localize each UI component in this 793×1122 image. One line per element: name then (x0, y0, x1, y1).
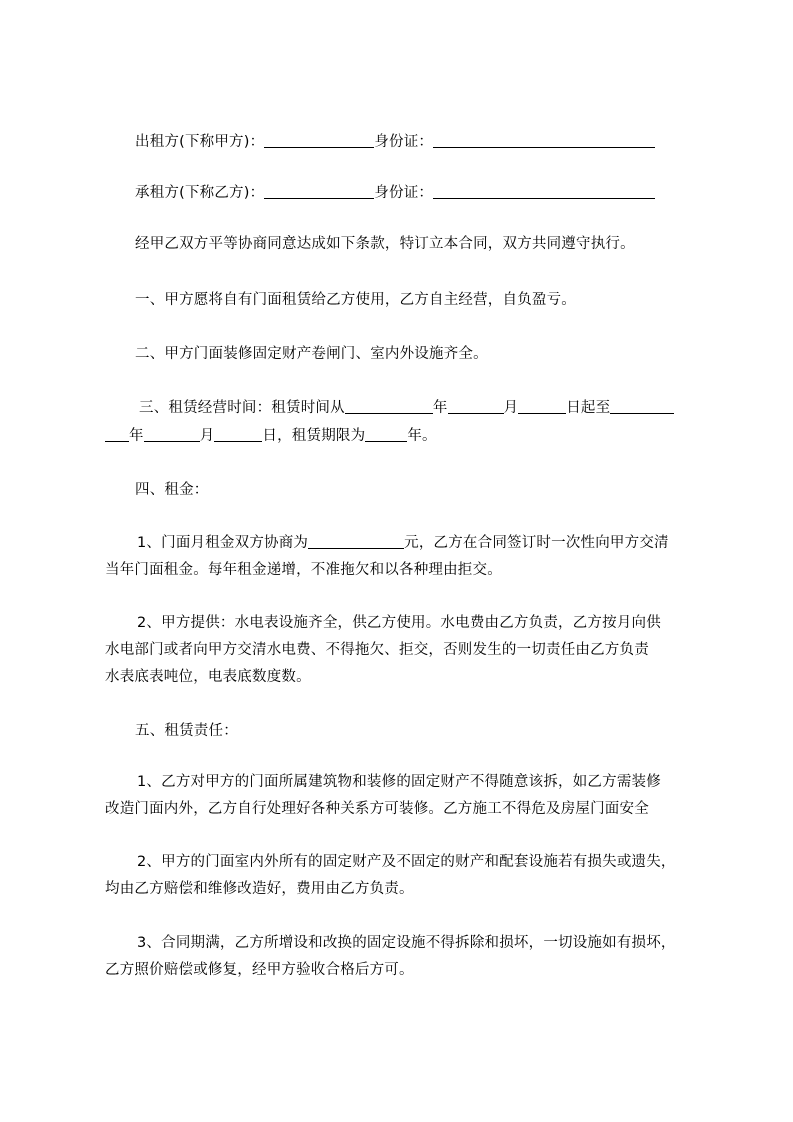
end-year-blank-1 (610, 399, 674, 414)
start-day-blank (518, 399, 566, 414)
clause-4-2-line-1: 2、甲方提供：水电表设施齐全，供乙方使用。水电费由乙方负责，乙方按月向供 (137, 615, 661, 631)
clause-4-2-line-3: 水表底表吨位，电表底数度数。 (105, 669, 311, 685)
clause-2: 二、甲方门面装修固定财产卷闸门、室内外设施齐全。 (135, 346, 488, 362)
party-b-id-label: 身份证： (374, 185, 434, 201)
clause-3-month-2: 月 (199, 428, 215, 444)
clause-3-month: 月 (503, 400, 519, 416)
end-day-blank (214, 427, 262, 442)
start-month-blank (448, 399, 504, 414)
party-a-label: 出租方(下称甲方)： (135, 134, 265, 150)
clause-4-1-line-1 (137, 533, 669, 553)
clause-5-1-line-2: 改造门面内外，乙方自行处理好各种关系方可装修。乙方施工不得危及房屋门面安全 (105, 801, 649, 817)
party-a-line (135, 132, 655, 152)
party-b-name-blank (264, 184, 374, 199)
clause-5-1-line-1: 1、乙方对甲方的门面所属建筑物和装修的固定财产不得随意该拆，如乙方需装修 (137, 774, 661, 790)
clause-5-2-line-1: 2、甲方的门面室内外所有的固定财产及不固定的财产和配套设施若有损失或遗失， (137, 854, 676, 870)
party-a-id-blank (433, 133, 655, 148)
monthly-rent-blank (308, 534, 404, 549)
intro-paragraph: 经甲乙双方平等协商同意达成如下条款，特订立本合同，双方共同遵守执行。 (135, 236, 635, 252)
clause-3-year-3: 年。 (407, 428, 437, 444)
clause-4-1-prefix: 1、门面月租金双方协商为 (137, 535, 309, 551)
party-b-line (135, 183, 655, 203)
clause-5-2-line-2: 均由乙方赔偿和维修改造好，费用由乙方负责。 (105, 881, 414, 897)
clause-3-line-1 (139, 398, 674, 418)
clause-4-1-suffix: 元，乙方在合同签订时一次性向甲方交清 (404, 535, 669, 551)
end-year-blank-2 (105, 427, 129, 442)
clause-3-line-2 (105, 426, 437, 446)
party-b-label: 承租方(下称乙方)： (135, 185, 265, 201)
clause-3-prefix: 三、租赁经营时间：租赁时间从 (139, 400, 345, 416)
clause-4-2-line-2: 水电部门或者向甲方交清水电费、不得拖欠、拒交，否则发生的一切责任由乙方负责 (105, 642, 649, 658)
clause-3-day-to: 日，租赁期限为 (262, 428, 366, 444)
clause-3-day-from: 日起至 (566, 400, 611, 416)
clause-1: 一、甲方愿将自有门面租赁给乙方使用，乙方自主经营，自负盈亏。 (135, 292, 576, 308)
end-month-blank (144, 427, 200, 442)
clause-3-year-2: 年 (129, 428, 144, 444)
start-year-blank (345, 399, 433, 414)
lease-term-blank (365, 427, 407, 442)
clause-5-3-line-1: 3、合同期满，乙方所增设和改换的固定设施不得拆除和损坏，一切设施如有损坏， (137, 935, 676, 951)
clause-4-title: 四、租金： (135, 482, 209, 498)
clause-4-1-line-2: 当年门面租金。每年租金递增，不准拖欠和以各种理由拒交。 (105, 562, 502, 578)
party-a-name-blank (264, 133, 374, 148)
clause-5-3-line-2: 乙方照价赔偿或修复，经甲方验收合格后方可。 (105, 962, 414, 978)
clause-5-title: 五、租赁责任： (135, 723, 238, 739)
clause-3-year: 年 (432, 400, 448, 416)
party-a-id-label: 身份证： (374, 134, 434, 150)
party-b-id-blank (433, 184, 655, 199)
